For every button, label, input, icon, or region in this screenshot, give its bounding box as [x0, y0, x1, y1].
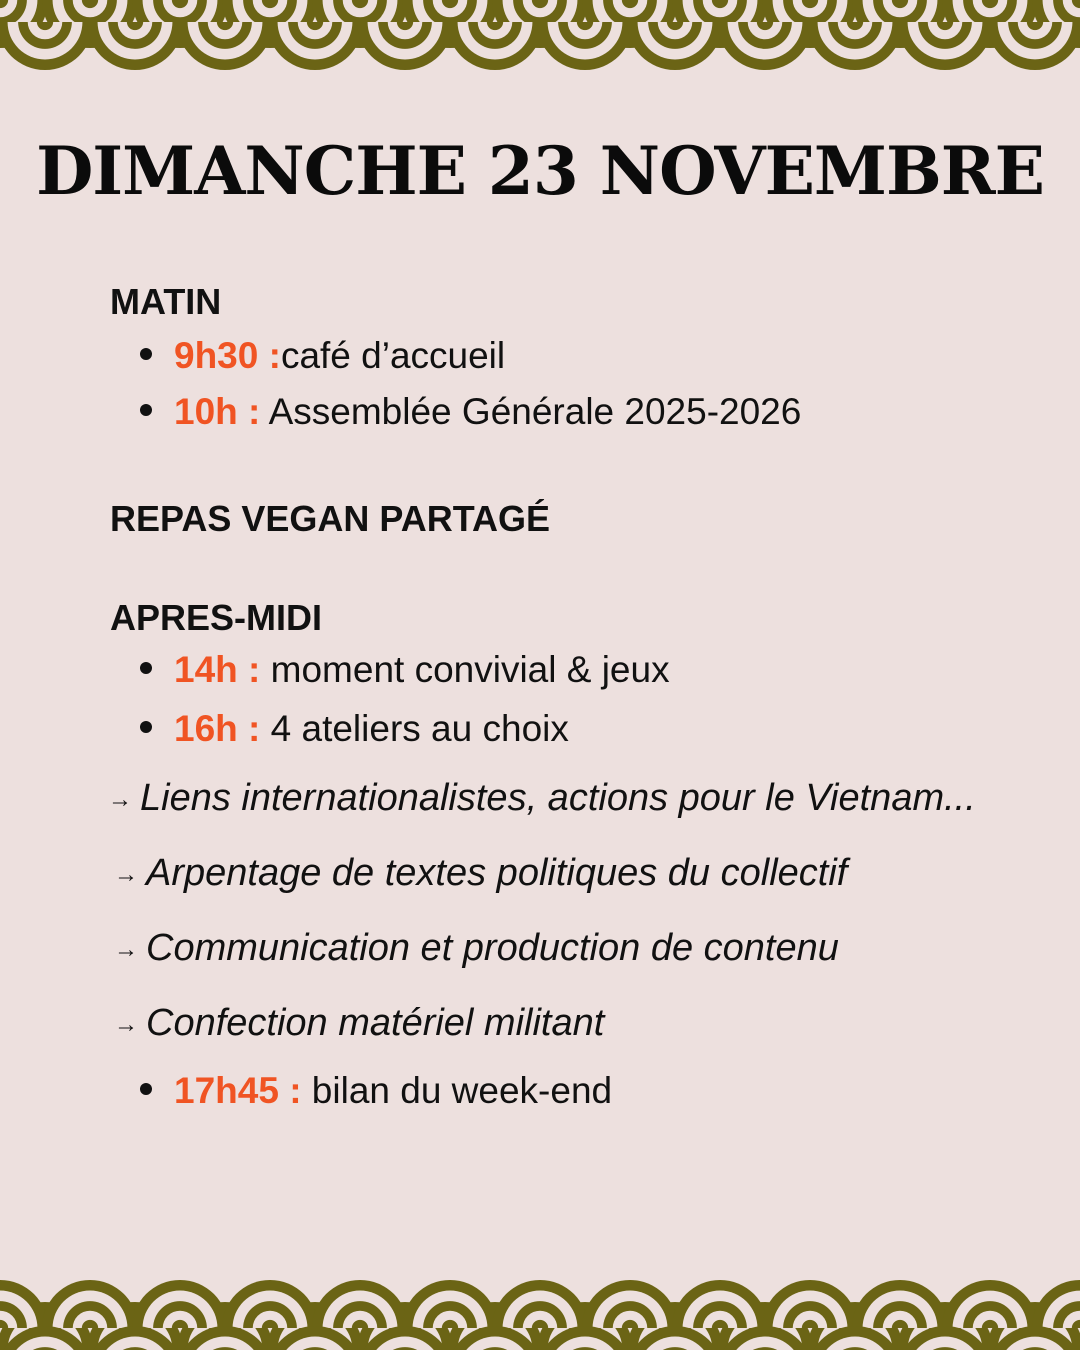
bottom-wave-border-icon — [0, 1278, 1080, 1350]
workshop-text: Communication et production de contenu — [146, 927, 839, 969]
section-heading-repas: REPAS VEGAN PARTAGÉ — [110, 498, 551, 539]
workshop-item — [114, 925, 839, 976]
schedule-time: 9h30 : — [174, 335, 281, 376]
section-heading-matin: MATIN — [110, 281, 222, 322]
top-wave-border-icon — [0, 0, 1080, 72]
schedule-time: 14h : — [174, 649, 261, 690]
workshop-item — [108, 775, 976, 826]
schedule-text: bilan du week-end — [311, 1070, 613, 1111]
workshop-text: Arpentage de textes politiques du collectif — [146, 852, 848, 894]
schedule-item — [140, 333, 505, 379]
schedule-item — [140, 1068, 612, 1114]
workshop-item — [114, 1000, 604, 1051]
arrow-right-icon: → — [114, 936, 138, 963]
workshop-text: Liens internationalistes, actions pour le Vietnam... — [140, 777, 976, 819]
page-title: DIMANCHE 23 NOVEMBRE — [36, 132, 1044, 210]
section-heading-apres-midi: APRES-MIDI — [110, 597, 323, 638]
arrow-right-icon: → — [114, 861, 138, 888]
bullet-icon — [140, 662, 152, 674]
schedule-text: café d’accueil — [280, 335, 506, 376]
arrow-right-icon: → — [114, 1011, 138, 1038]
schedule-text: moment convivial & jeux — [270, 649, 670, 690]
schedule-item — [140, 706, 569, 752]
workshop-item — [114, 850, 847, 901]
schedule-time: 17h45 : — [174, 1070, 302, 1111]
bullet-icon — [140, 404, 152, 416]
schedule-item — [140, 647, 670, 693]
schedule-item — [140, 389, 801, 435]
schedule-text: Assemblée Générale 2025-2026 — [260, 391, 802, 432]
schedule-time: 16h : — [174, 708, 261, 749]
bullet-icon — [140, 348, 152, 360]
arrow-right-icon: → — [108, 786, 132, 813]
schedule-text: 4 ateliers au choix — [270, 708, 569, 749]
workshop-text: Confection matériel militant — [146, 1002, 605, 1044]
bullet-icon — [140, 721, 152, 733]
schedule-time: 10h : — [174, 391, 261, 432]
bullet-icon — [140, 1083, 152, 1095]
